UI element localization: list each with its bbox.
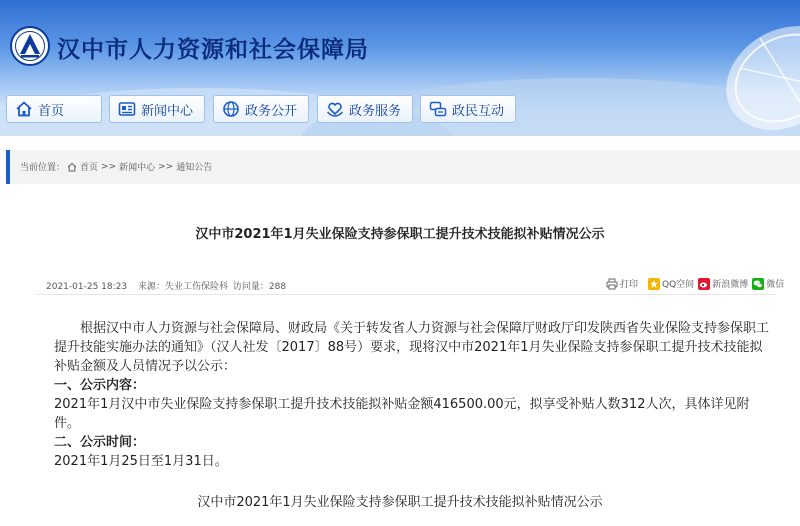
article-body <box>54 319 774 471</box>
section-heading: 二、公示时间： <box>54 435 146 450</box>
bureau-logo-icon <box>10 26 50 66</box>
nav-label: 政务服务 <box>349 103 402 119</box>
weibo-icon <box>698 278 710 290</box>
share-qzone-button[interactable] <box>648 277 694 290</box>
article-views: 访问量：288 <box>232 282 287 292</box>
heart-hand-icon <box>326 100 344 118</box>
breadcrumb-link-notice[interactable]: 通知公告 <box>176 163 213 173</box>
article-date: 2021-01-25 18:23 <box>46 282 128 292</box>
share-wechat-button[interactable] <box>752 277 784 290</box>
site-header <box>0 0 800 136</box>
nav-gov-open-button[interactable] <box>213 95 309 123</box>
nav-home-button[interactable] <box>6 95 102 123</box>
breadcrumb <box>6 150 800 184</box>
breadcrumb-prefix: 当前位置： <box>20 163 66 173</box>
nav-label: 首页 <box>38 103 65 119</box>
nav-news-button[interactable] <box>109 95 205 123</box>
weibo-label: 新浪微博 <box>712 280 749 290</box>
attachment-title: 汉中市2021年1月失业保险支持参保职工提升技术技能拟补贴情况公示 <box>197 495 603 510</box>
print-button[interactable] <box>606 277 638 290</box>
article-title: 汉中市2021年1月失业保险支持参保职工提升技术技能拟补贴情况公示 <box>195 227 605 242</box>
print-label: 打印 <box>620 280 639 290</box>
news-icon <box>118 100 136 118</box>
qzone-icon <box>648 278 660 290</box>
satellite-dish-graphic <box>690 18 800 136</box>
article-paragraph: 2021年1月25日至1月31日。 <box>54 454 228 469</box>
nav-gov-service-button[interactable] <box>317 95 413 123</box>
share-weibo-button[interactable] <box>698 277 748 290</box>
article-paragraph: 2021年1月汉中市失业保险支持参保职工提升技术技能拟补贴金额416500.00元，拟享受补贴人数312人次，具体详见附件。 <box>54 397 750 431</box>
breadcrumb-link-news[interactable]: 新闻中心 <box>119 163 156 173</box>
share-toolbar <box>606 277 788 290</box>
article-paragraph: 根据汉中市人力资源与社会保障局、财政局《关于转发省人力资源与社会保障厅财政厅印发陕西省失业保险支持参保职工提升技能实施办法的通知》（汉人社发〔2017〕88号）要求，现将汉中市2021年1月失业保险支持参保职工提升技术技能拟补贴金额及人员情况予以公示： <box>54 321 770 374</box>
nav-label: 政民互动 <box>452 103 505 119</box>
printer-icon <box>606 278 618 290</box>
breadcrumb-link-home[interactable]: 首页 <box>80 163 99 173</box>
divider <box>36 294 776 295</box>
home-icon <box>67 162 77 172</box>
breadcrumb-separator: >> <box>101 161 117 172</box>
site-title: 汉中市人力资源和社会保障局 <box>57 37 369 63</box>
qzone-label: QQ空间 <box>662 280 695 290</box>
interaction-icon <box>429 100 447 118</box>
breadcrumb-separator: >> <box>158 161 174 172</box>
wechat-label: 微信 <box>766 280 785 290</box>
nav-label: 政务公开 <box>245 103 298 119</box>
nav-interaction-button[interactable] <box>420 95 516 123</box>
section-heading: 一、公示内容： <box>54 378 146 393</box>
globe-icon <box>222 100 240 118</box>
nav-label: 新闻中心 <box>141 103 194 119</box>
article-meta <box>46 279 294 292</box>
wechat-icon <box>752 278 764 290</box>
home-icon <box>15 100 33 118</box>
article-source: 来源：失业工伤保险科 <box>137 282 228 292</box>
